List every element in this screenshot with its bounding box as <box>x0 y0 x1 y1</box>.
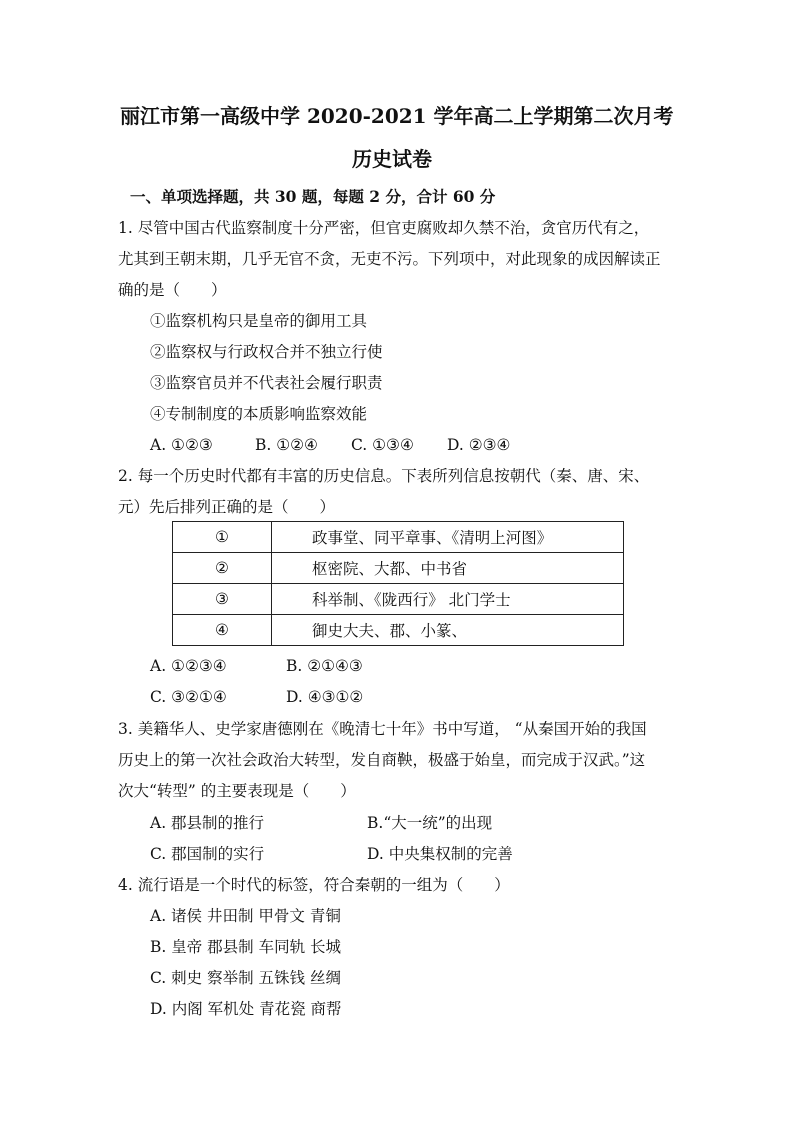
question-2-option-d[interactable]: D. ④③①② <box>286 688 364 706</box>
table-cell-content: 御史大夫、郡、小篆、 <box>272 615 624 646</box>
question-4-option-b[interactable]: B. 皇帝 郡县制 车同轨 长城 <box>150 938 342 956</box>
dynasty-info-table <box>172 521 624 646</box>
question-4-option-a[interactable]: A. 诸侯 井田制 甲骨文 青铜 <box>150 907 341 925</box>
question-2-option-c[interactable]: C. ③②①④ <box>150 688 227 706</box>
table-cell-number: ② <box>173 553 272 584</box>
table-row <box>173 553 624 584</box>
table-cell-content: 科举制、《陇西行》 北门学士 <box>272 584 624 615</box>
question-3-line3: 次大“转型” 的主要表现是（ ） <box>118 782 356 800</box>
question-1-item: ③监察官员并不代表社会履行职责 <box>150 374 383 392</box>
table-cell-number: ③ <box>173 584 272 615</box>
table-cell-number: ① <box>173 522 272 553</box>
table-row <box>173 522 624 553</box>
question-1-line2: 尤其到王朝末期，几乎无官不贪，无吏不污。下列项中，对此现象的成因解读正 <box>118 250 661 268</box>
question-2-line1: 2. 每一个历史时代都有丰富的历史信息。下表所列信息按朝代（秦、唐、宋、 <box>118 467 650 485</box>
question-2-line2: 元）先后排列正确的是（ ） <box>118 498 336 516</box>
question-1-option-b[interactable]: B. ①②④ <box>255 436 318 454</box>
question-1-item: ④专制制度的本质影响监察效能 <box>150 405 368 423</box>
question-2-option-b[interactable]: B. ②①④③ <box>286 657 363 675</box>
question-1-line3: 确的是（ ） <box>118 281 227 299</box>
question-4-option-c[interactable]: C. 刺史 察举制 五铢钱 丝绸 <box>150 969 341 987</box>
question-3-option-a[interactable]: A. 郡县制的推行 <box>150 814 265 832</box>
table-cell-content: 枢密院、大都、中书省 <box>272 553 624 584</box>
table-row <box>173 615 624 646</box>
question-4-option-d[interactable]: D. 内阁 军机处 青花瓷 商帮 <box>150 1000 342 1018</box>
question-1-line1: 1. 尽管中国古代监察制度十分严密，但官吏腐败却久禁不治，贪官历代有之， <box>118 219 650 237</box>
question-4-line1: 4. 流行语是一个时代的标签，符合秦朝的一组为（ ） <box>118 876 510 894</box>
table-cell-number: ④ <box>173 615 272 646</box>
table-row <box>173 584 624 615</box>
question-3-option-d[interactable]: D. 中央集权制的完善 <box>367 845 513 863</box>
question-1-option-a[interactable]: A. ①②③ <box>150 436 213 454</box>
question-1-option-d[interactable]: D. ②③④ <box>447 436 511 454</box>
question-3-option-c[interactable]: C. 郡国制的实行 <box>150 845 265 863</box>
section-heading: 一、单项选择题，共 30 题，每题 2 分，合计 60 分 <box>130 187 496 206</box>
exam-title-line2: 历史试卷 <box>352 147 432 171</box>
table-cell-content: 政事堂、同平章事、《清明上河图》 <box>272 522 624 553</box>
question-1-item: ①监察机构只是皇帝的御用工具 <box>150 312 368 330</box>
question-3-option-b[interactable]: B.“大一统”的出现 <box>367 814 493 832</box>
exam-title-line1: 丽江市第一高级中学 2020-2021 学年高二上学期第二次月考 <box>120 104 674 128</box>
question-1-item: ②监察权与行政权合并不独立行使 <box>150 343 383 361</box>
question-3-line2: 历史上的第一次社会政治大转型，发自商鞅，极盛于始皇，而完成于汉武。”这 <box>118 751 646 769</box>
question-3-line1: 3. 美籍华人、史学家唐德刚在《晚清七十年》书中写道， “从秦国开始的我国 <box>118 720 647 738</box>
question-2-option-a[interactable]: A. ①②③④ <box>150 657 227 675</box>
question-1-option-c[interactable]: C. ①③④ <box>351 436 414 454</box>
